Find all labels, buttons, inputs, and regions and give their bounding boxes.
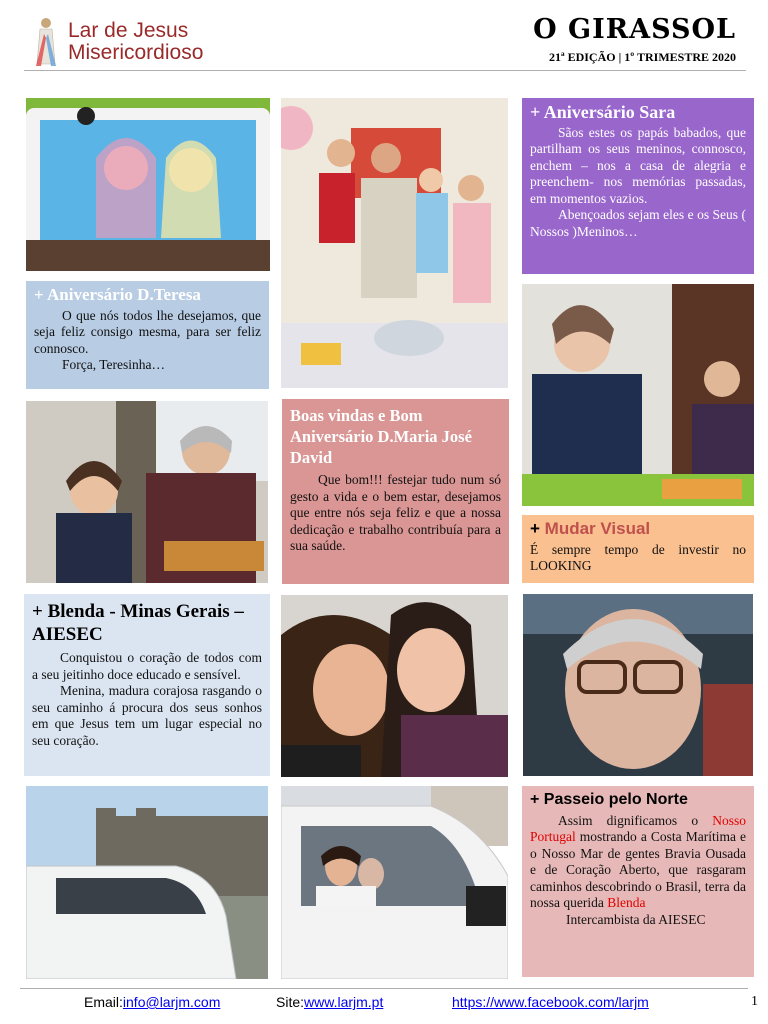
logo-divine-mercy-icon xyxy=(32,16,60,68)
blenda-paragraph-1: Conquistou o coração de todos com a seu jeitinho doce educado e sensível. xyxy=(32,650,262,682)
visual-heading-text: Mudar Visual xyxy=(544,519,651,538)
visual-heading xyxy=(530,521,746,538)
photo-elderly-ladies-cake xyxy=(522,284,754,506)
maria-heading: Boas vindas e Bom Aniversário D.Maria José David xyxy=(290,406,472,467)
maria-welcome-box xyxy=(282,399,509,584)
visual-paragraph-1: É sempre tempo de investir no LOOKING xyxy=(530,541,746,573)
photo-women-in-car xyxy=(281,786,508,979)
passeio-text-b: mostrando a Costa Marítima e o Nosso Mar de gentes Bravia Ousada e de Coração Aberto, que rasgaram caminhos descobrindo o Brasil, terra da nossa querida xyxy=(530,829,746,910)
logo-wordmark xyxy=(68,20,203,64)
teresa-paragraph-1: O que nós todos lhe desejamos, que seja feliz consigo mesma, para ser feliz connosco. xyxy=(34,307,261,356)
photo-sara-family xyxy=(281,98,508,388)
logo-line-2: Misericordioso xyxy=(68,41,204,64)
photo-elderly-woman-glasses xyxy=(523,594,753,776)
site-label: Site: xyxy=(276,994,305,1010)
passeio-paragraph-2: Intercambista da AIESEC xyxy=(566,911,706,927)
footer-email xyxy=(84,994,220,1010)
blenda-heading: + Blenda - Minas Gerais – AIESEC xyxy=(32,601,244,645)
blenda-paragraph-2: Menina, madura corajosa rasgando o seu caminho á procura dos seus sonhos em que Jesus tem um lugar especial no seu coração. xyxy=(32,683,262,748)
footer-divider xyxy=(20,988,748,989)
site-link[interactable]: www.larjm.pt xyxy=(304,994,384,1010)
passeio-highlight-portugal: Nosso Portugal xyxy=(530,812,746,844)
sara-heading: + Aniversário Sara xyxy=(530,102,676,122)
newsletter-title: O GIRASSOL xyxy=(533,14,736,45)
facebook-link[interactable]: https://www.facebook.com/larjm xyxy=(452,994,649,1010)
passeio-paragraph-1 xyxy=(530,813,746,912)
footer-site xyxy=(276,994,383,1010)
sara-birthday-box xyxy=(522,98,754,274)
visual-heading-plus: + xyxy=(530,519,545,538)
blenda-box xyxy=(24,594,270,776)
email-link[interactable]: info@larjm.com xyxy=(122,994,221,1010)
maria-paragraph-1: Que bom!!! festejar tudo num só gesto a vida e o bem estar, desejamos que entre nós seja feliz e que a nossa dedicação e trabalho contribuía para a sua saúde. xyxy=(290,472,501,553)
change-look-box xyxy=(522,515,754,583)
photo-child-and-grandmother xyxy=(26,401,268,583)
footer-facebook xyxy=(452,994,649,1010)
north-trip-box xyxy=(522,786,754,977)
passeio-highlight-blenda: Blenda xyxy=(607,895,646,910)
photo-blenda-selfie xyxy=(281,595,508,777)
email-label: Email: xyxy=(84,994,123,1010)
teresa-birthday-box xyxy=(26,281,269,389)
teresa-paragraph-2: Força, Teresinha… xyxy=(62,357,166,372)
photo-frozen-cake xyxy=(26,98,270,271)
teresa-heading: + Aniversário D.Teresa xyxy=(34,285,201,304)
sara-paragraph-2: Abençoados sejam eles e os Seus ( Nossos )Meninos… xyxy=(530,207,746,239)
header-divider xyxy=(24,70,746,71)
sara-paragraph-1: Sãos estes os papás babados, que partilham os seus meninos, connosco, enchem – nos a casa de alegria e preenchem- nos memórias passadas, em momentos vazios. xyxy=(530,124,746,206)
page-number: 1 xyxy=(751,994,758,1009)
passeio-text-a: Assim dignificamos o xyxy=(558,812,713,828)
photo-castle-and-car xyxy=(26,786,268,979)
passeio-heading: + Passeio pelo Norte xyxy=(530,791,688,808)
logo-line-1: Lar de Jesus xyxy=(68,19,189,42)
edition-line: 21ª EDIÇÃO | 1º TRIMESTRE 2020 xyxy=(548,50,736,64)
